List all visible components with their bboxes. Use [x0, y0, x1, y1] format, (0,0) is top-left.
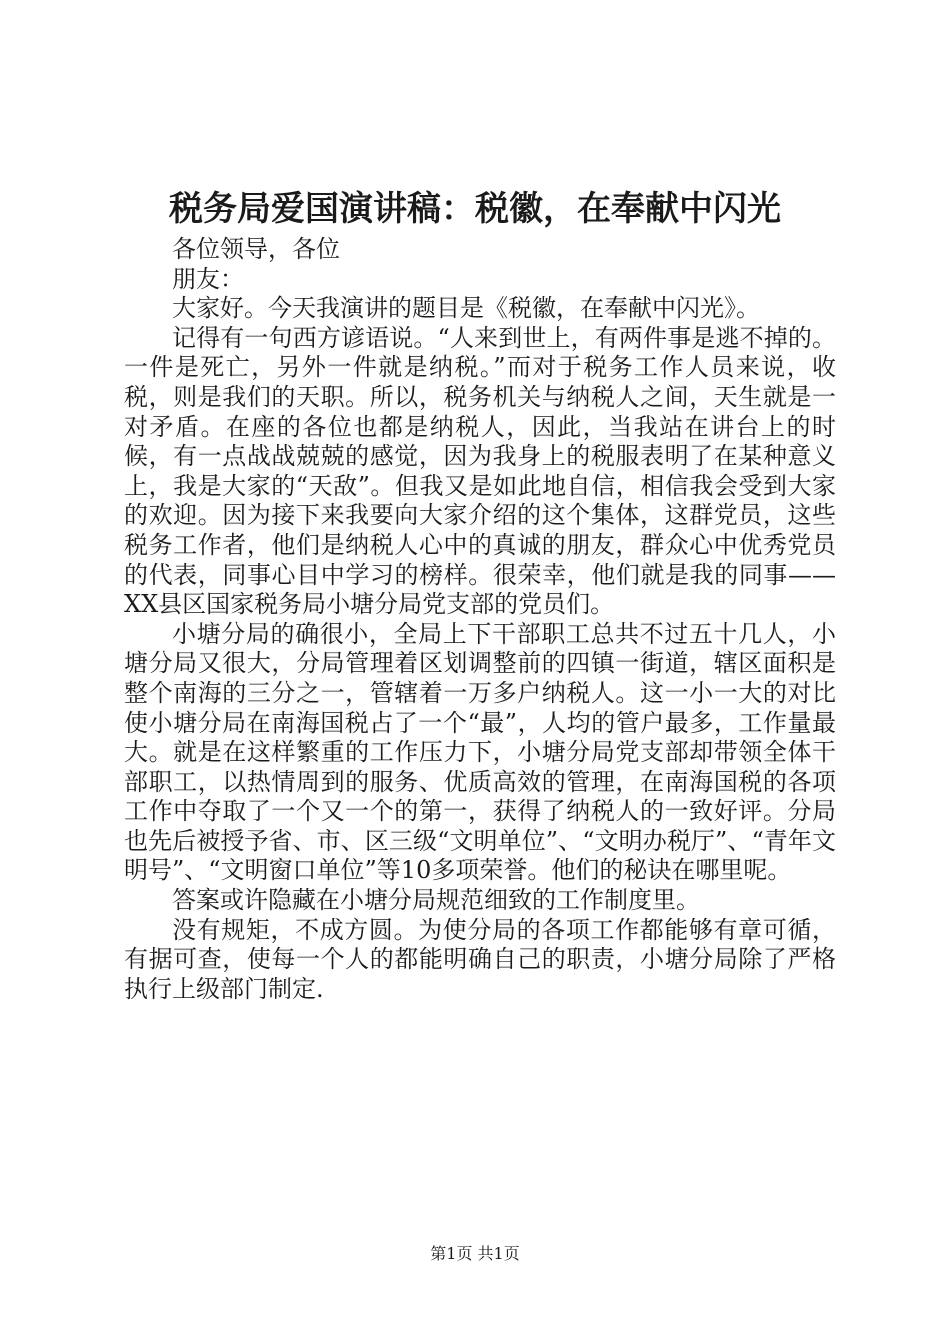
- paragraph-xiaotang-branch: 小塘分局的确很小，全局上下干部职工总共不过五十几人，小塘分局又很大，分局管理着区划调整前的四镇一街道，辖区面积是整个南海的三分之一，管辖着一万多户纳税人。这一小一大的对比使小塘分局在南海国税占了一个“最”，人均的管户最多，工作量最大。就是在这样繁重的工作压力下，小塘分局党支部却带领全体干部职工，以热情周到的服务、优质高效的管理，在南海国税的各项工作中夺取了一个又一个的第一，获得了纳税人的一致好评。分局也先后被授予省、市、区三级“文明单位”、“文明办税厅”、“青年文明号”、“文明窗口单位”等10多项荣誉。他们的秘诀在哪里呢。: [124, 619, 836, 885]
- salutation-line-1: 各位领导，各位: [172, 235, 340, 263]
- paragraph-rules: 没有规矩，不成方圆。为使分局的各项工作都能够有章可循，有据可查，使每一个人的都能明确自己的职责，小塘分局除了严格执行上级部门制定.: [124, 915, 836, 1003]
- paragraph-answer: 答案或许隐藏在小塘分局规范细致的工作制度里。: [172, 886, 700, 915]
- document-title: 税务局爱国演讲稿：税徽，在奉献中闪光: [169, 189, 781, 229]
- document-body: [124, 235, 836, 1004]
- paragraph-greeting: 大家好。今天我演讲的题目是《税徽，在奉献中闪光》。: [172, 294, 760, 323]
- page-number-footer: 第1页 共1页: [430, 1244, 520, 1263]
- salutation-line-2: 朋友：: [172, 264, 244, 293]
- paragraph-proverb: 记得有一句西方谚语说。“人来到世上，有两件事是逃不掉的。一件是死亡，另外一件就是纳税。”而对于税务工作人员来说，收税，则是我们的天职。所以，税务机关与纳税人之间，天生就是一对矛盾。在座的各位也都是纳税人，因此，当我站在讲台上的时候，有一点战战兢兢的感觉，因为我身上的税服表明了在某种意义上，我是大家的“天敌”。但我又是如此地自信，相信我会受到大家的欢迎。因为接下来我要向大家介绍的这个集体，这群党员，这些税务工作者，他们是纳税人心中的真诚的朋友，群众心中优秀党员的代表，同事心目中学习的榜样。很荣幸，他们就是我的同事——XX县区国家税务局小塘分局党支部的党员们。: [124, 323, 836, 619]
